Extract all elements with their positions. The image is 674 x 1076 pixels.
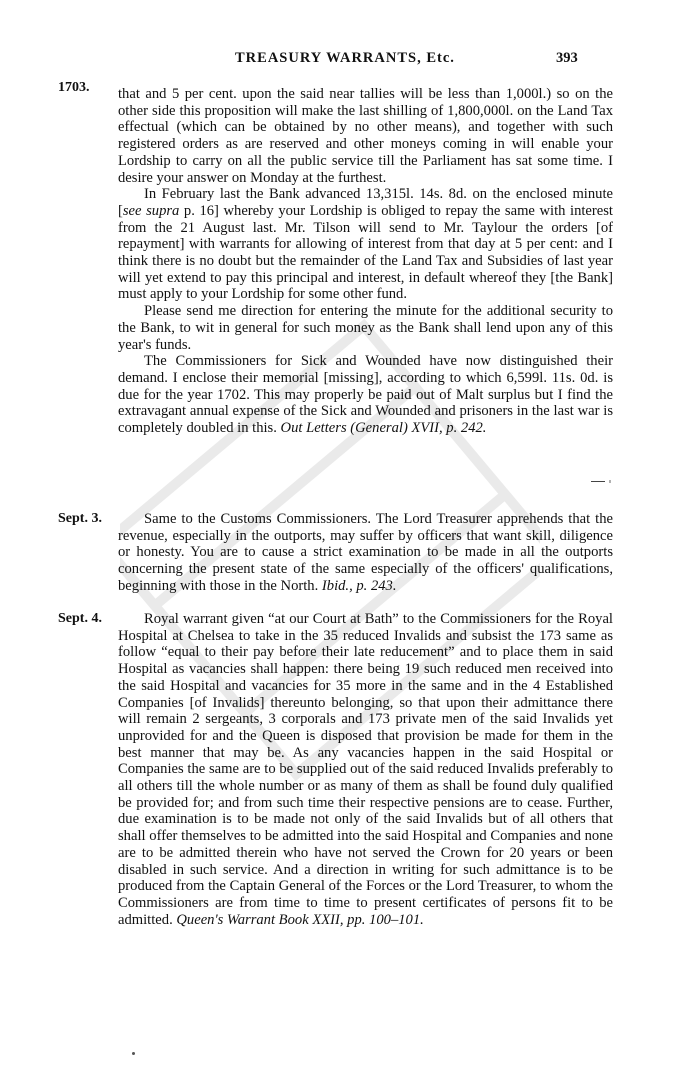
paragraph: that and 5 per cent. upon the said near tallies will be less than 1,000l.) so on the other side this proposition will make the last shilling of 1,800,000l. on the Land Tax effectual (which can be obtained by no other means), and together with such registered orders as are reserved and other moneys coming in will enable your Lordship to carry on all the public service till the Parliament has sat some time. I desire your answer on Monday at the furthest.: [118, 86, 613, 186]
source-citation: Ibid., p. 243.: [321, 577, 397, 594]
entry-date: Sept. 3.: [58, 511, 102, 526]
letter-continuation: [118, 86, 613, 437]
margin-mark: [591, 480, 613, 483]
cross-reference: see supra: [122, 202, 180, 219]
paragraph: Please send me direction for entering the minute for the additional security to the Bank, to wit in general for such money as the Bank shall lend upon any of this year's funds.: [118, 303, 613, 353]
entry-text: Royal warrant given “at our Court at Bath” to the Commissioners for the Royal Hospital at Chelsea to take in the 35 reduced Invalids and subsist the 173 same as follow “equal to their pay before their late reducement” and to place them in said Hospital as vacancies shall happen: there being 19 such reduced men received into the said Hospital and vacancies for 35 more in the same and in the 4 Established Companies [of Invalids] thereunto belonging, so that upon their admittance there will remain 2 sergeants, 3 corporals and 173 private men of the said Invalids yet unprovided for and the Queen is disposed that provision be made for them in the best manner that may be. As any vacancies happen in the said Hospital or Companies the same are to be supplied out of the said reduced Invalids preferably to all others till the whole number or as many of them as shall be found duly qualified be provided for; and from such time their respective pensions are to cease. Further, due examination is to be made not only of the said Invalids but of all others that shall offer themselves to be admitted into the said Hospital and Companies and none are to be admitted therein who have not served the Crown for 20 years or been disabled in such service. And a direction in writing for such admittance is to be produced from the Captain General of the Forces or the Lord Treasurer, to whom the Commissioners are from time to time to present certificates of persons fit to be admitted.: [118, 611, 613, 928]
entry-customs: [118, 511, 613, 595]
entry-royal-warrant: [118, 611, 613, 928]
page-number: 393: [556, 50, 578, 66]
paragraph: [118, 611, 613, 928]
paragraph-text: In February last the Bank advanced 13,315l. 14s. 8d. on the enclosed minute [: [118, 186, 613, 219]
year-margin-label: 1703.: [58, 80, 90, 95]
source-citation: Queen's Warrant Book XXII, pp. 100–101.: [176, 911, 424, 928]
paragraph-text: The Commissioners for Sick and Wounded have now distinguished their demand. I enclose their memorial [missing], according to which 6,599l. 11s. 0d. is due for the year 1702. This may properly be paid out of Malt surplus but I find the extravagant annual expense of the Sick and Wounded and prisoners in the last war is completely doubled in this.: [118, 353, 613, 437]
entry-text: Same to the Customs Commissioners. The Lord Treasurer apprehends that the revenue, especially in the outports, may suffer by officers that want skill, diligence or honesty. You are to cause a strict examination to be made in all the outports concerning the present state of the same especially of the officers' qualifications, beginning with those in the North.: [118, 511, 613, 594]
paragraph: [118, 186, 613, 303]
paragraph-text: p. 16] whereby your Lordship is obliged to repay the same with interest from the 21 August last. Mr. Tilson will send to Mr. Taylour the orders [of repayment] with warrants for allowing of interest from that day at 5 per cent: and I think there is no doubt but the remainder of the Land Tax and Subsidies of last year will yet extend to pay this principal and interest, in default whereof they [the Bank] must apply to your Lordship for some other fund.: [118, 202, 613, 303]
paragraph: [118, 353, 613, 437]
entry-date: Sept. 4.: [58, 611, 102, 626]
running-head-title: TREASURY WARRANTS, Etc.: [235, 50, 455, 66]
source-citation: Out Letters (General) XVII, p. 242.: [280, 420, 487, 437]
running-head: [0, 50, 674, 70]
paragraph: [118, 511, 613, 595]
print-speck: [132, 1052, 135, 1055]
